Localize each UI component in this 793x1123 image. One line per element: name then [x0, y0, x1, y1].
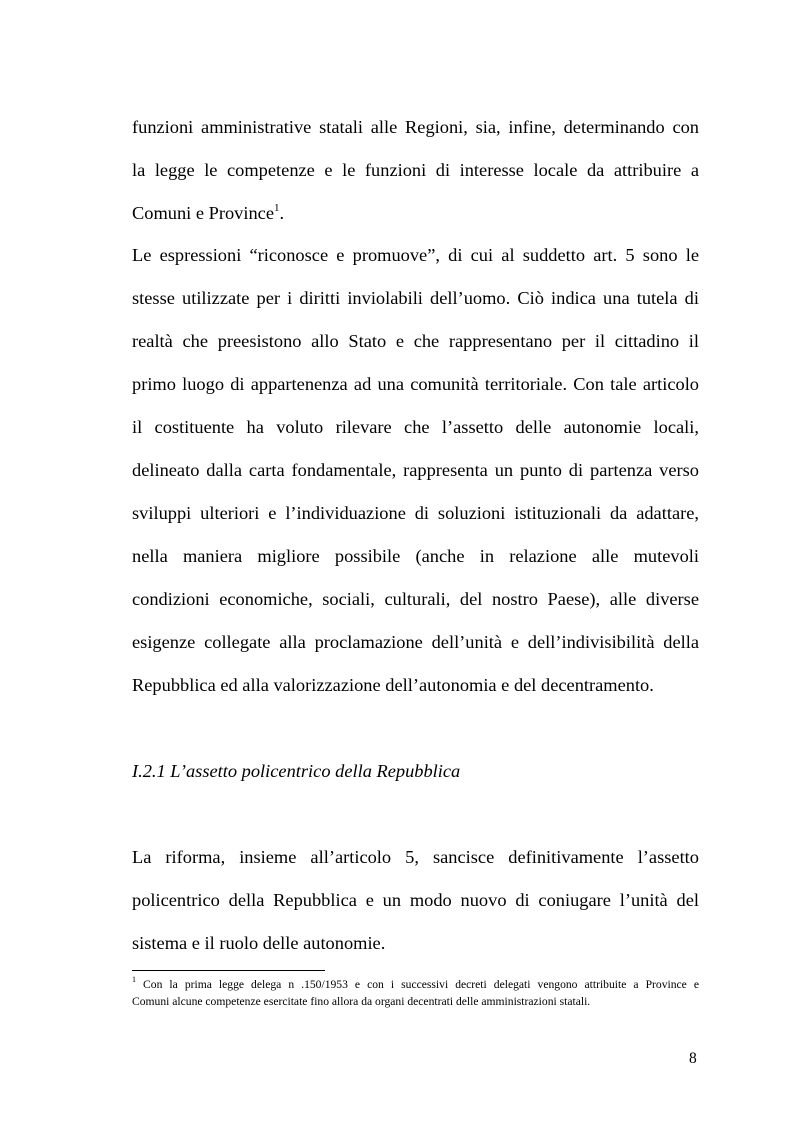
body-text-fragment: Comuni e Province	[132, 203, 274, 223]
section-heading: I.2.1 L’assetto policentrico della Repubblica	[132, 761, 461, 781]
body-text-line: La riforma, insieme all’articolo 5, sancisce definitivamente l’assetto	[132, 847, 699, 867]
body-text-line	[132, 202, 699, 224]
footnote-separator	[132, 970, 325, 971]
body-text-punctuation: .	[279, 203, 285, 223]
body-text-line: condizioni economiche, sociali, culturali, del nostro Paese), alle diverse	[132, 589, 699, 609]
body-text-line: stesse utilizzate per i diritti inviolabili dell’uomo. Ciò indica una tutela di	[132, 288, 699, 308]
body-text-line: realtà che preesistono allo Stato e che rappresentano per il cittadino il	[132, 331, 699, 351]
body-text-line: Repubblica ed alla valorizzazione dell’autonomia e del decentramento.	[132, 675, 654, 695]
body-text-line: nella maniera migliore possibile (anche in relazione alle mutevoli	[132, 546, 699, 566]
body-text-line: primo luogo di appartenenza ad una comunità territoriale. Con tale articolo	[132, 374, 699, 394]
body-text-line: la legge le competenze e le funzioni di interesse locale da attribuire a	[132, 160, 699, 180]
body-text-line: delineato dalla carta fondamentale, rappresenta un punto di partenza verso	[132, 460, 699, 480]
body-text-line: sistema e il ruolo delle autonomie.	[132, 933, 386, 953]
footnote-number: 1	[132, 975, 136, 985]
body-text-line: il costituente ha voluto rilevare che l’assetto delle autonomie locali,	[132, 417, 699, 437]
body-text-line: esigenze collegate alla proclamazione dell’unità e dell’indivisibilità della	[132, 632, 699, 652]
footnote-line: Comuni alcune competenze esercitate fino allora da organi decentrati delle amministrazioni statali.	[132, 995, 591, 1008]
page-number: 8	[689, 1050, 697, 1067]
footnote-reference[interactable]: 1	[274, 201, 280, 214]
footnote-line	[132, 975, 699, 992]
body-text-line: policentrico della Repubblica e un modo nuovo di coniugare l’unità del	[132, 890, 699, 910]
body-text-line: Le espressioni “riconosce e promuove”, di cui al suddetto art. 5 sono le	[132, 245, 699, 265]
body-text-line: sviluppi ulteriori e l’individuazione di soluzioni istituzionali da adattare,	[132, 503, 699, 523]
footnote-text: Con la prima legge delega n .150/1953 e con i successivi decreti delegati vengono attribuite a Province e	[136, 978, 699, 991]
body-text-line: funzioni amministrative statali alle Regioni, sia, infine, determinando con	[132, 117, 699, 137]
